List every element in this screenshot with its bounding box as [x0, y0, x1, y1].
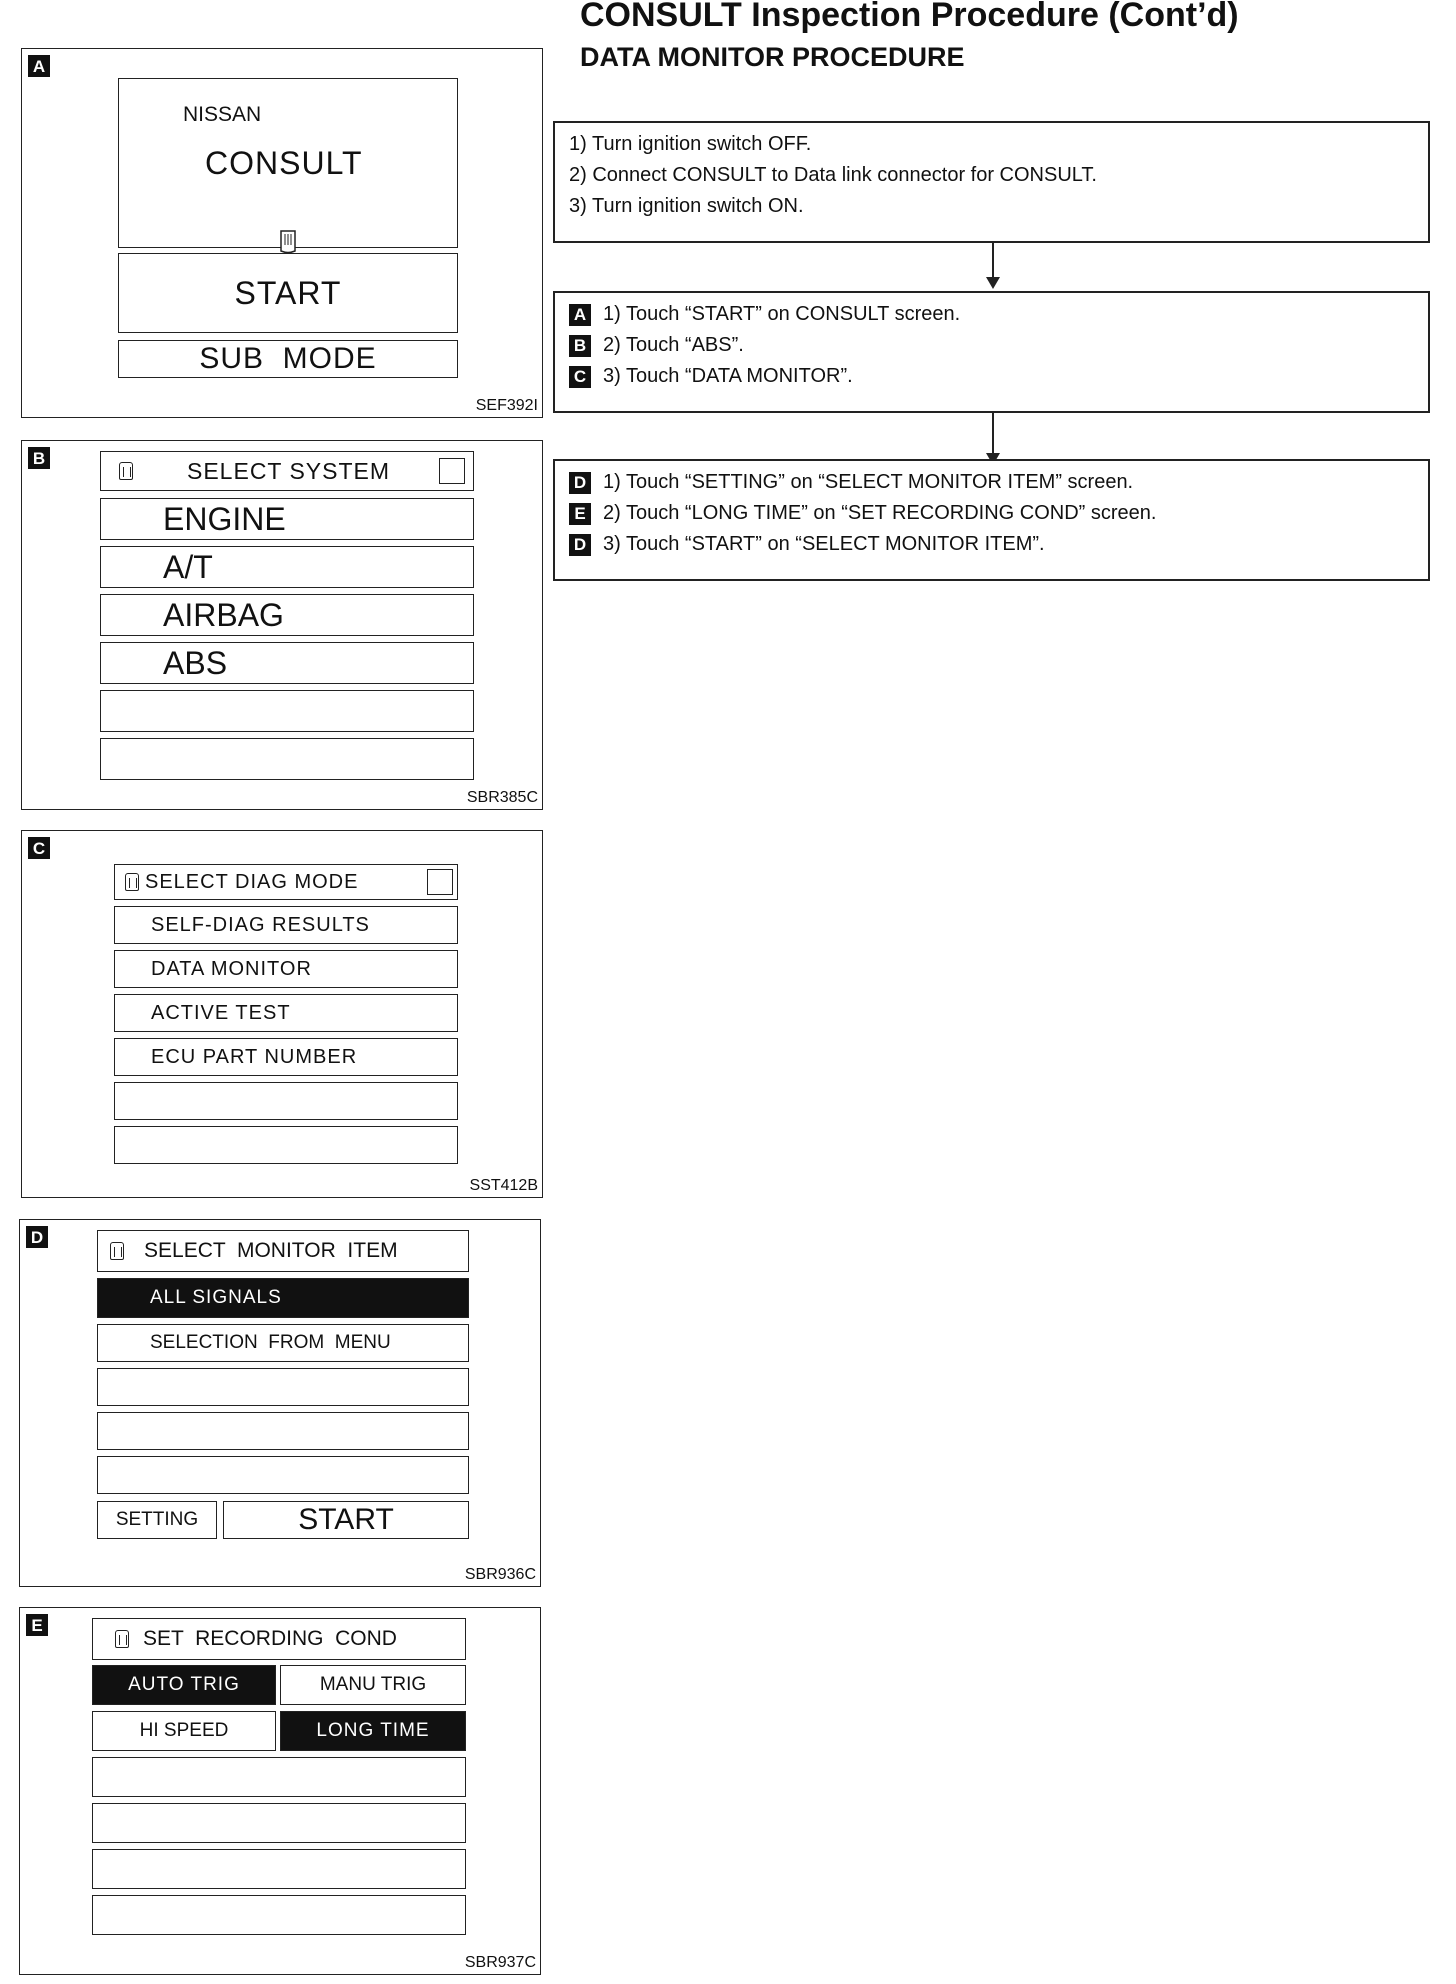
- diag-item-label: SELF-DIAG RESULTS: [151, 913, 370, 936]
- consult-splash-screen: [118, 78, 458, 248]
- panel-e-set-recording-cond: [19, 1607, 541, 1975]
- panel-e-badge: E: [26, 1614, 48, 1636]
- figure-code: SBR385C: [466, 789, 538, 806]
- select-diag-mode-title: SELECT DIAG MODE: [145, 870, 359, 893]
- step-line: 1) Turn ignition switch OFF.: [569, 133, 812, 155]
- step-line: [569, 361, 1414, 392]
- system-item-airbag[interactable]: [100, 594, 474, 636]
- page-title: CONSULT Inspection Procedure (Cont’d): [580, 0, 1239, 34]
- diag-item-data-monitor[interactable]: [114, 950, 458, 988]
- nissan-label: NISSAN: [183, 103, 262, 126]
- panel-c-select-diag-mode: [21, 830, 543, 1198]
- system-item-label: ENGINE: [163, 500, 286, 537]
- diag-item-label: ECU PART NUMBER: [151, 1045, 358, 1068]
- checkbox-icon: [439, 458, 465, 484]
- step-line: [569, 529, 1414, 560]
- step-text: 3) Touch “START” on “SELECT MONITOR ITEM”.: [603, 533, 1045, 555]
- long-time-button[interactable]: [280, 1711, 466, 1751]
- system-item-at[interactable]: [100, 546, 474, 588]
- diag-item-self-diag-results[interactable]: [114, 906, 458, 944]
- figure-code: SEF392I: [475, 397, 538, 414]
- diag-item-label: ACTIVE TEST: [151, 1001, 291, 1024]
- step-line: 2) Connect CONSULT to Data link connector for CONSULT.: [569, 164, 1097, 186]
- step-line: [569, 330, 1414, 361]
- start-button[interactable]: [118, 253, 458, 333]
- recording-item-empty[interactable]: [92, 1849, 466, 1889]
- panel-d-select-monitor-item: [19, 1219, 541, 1587]
- hand-pointer-icon: [278, 225, 298, 255]
- step-line: [569, 498, 1414, 529]
- step-line: 3) Turn ignition switch ON.: [569, 195, 804, 217]
- system-item-abs[interactable]: [100, 642, 474, 684]
- auto-trig-button[interactable]: [92, 1665, 276, 1705]
- monitor-item-empty[interactable]: [97, 1412, 469, 1450]
- panel-b-select-system: [21, 440, 543, 810]
- diag-item-active-test[interactable]: [114, 994, 458, 1032]
- diag-item-empty[interactable]: [114, 1126, 458, 1164]
- select-system-title: SELECT SYSTEM: [187, 457, 391, 484]
- start-button[interactable]: [223, 1501, 469, 1539]
- long-time-label: LONG TIME: [316, 1720, 430, 1741]
- sub-mode-label: SUB MODE: [199, 342, 377, 375]
- system-item-empty[interactable]: [100, 738, 474, 780]
- hand-icon: [115, 1630, 129, 1648]
- select-monitor-item-title: SELECT MONITOR ITEM: [144, 1239, 398, 1262]
- set-recording-cond-header: [92, 1618, 466, 1660]
- set-recording-cond-title: SET RECORDING COND: [143, 1627, 397, 1650]
- system-item-label: ABS: [163, 644, 228, 681]
- checkbox-icon: [427, 869, 453, 895]
- figure-code: SBR936C: [464, 1566, 536, 1583]
- hi-speed-label: HI SPEED: [139, 1720, 229, 1741]
- page-subtitle: DATA MONITOR PROCEDURE: [580, 42, 965, 72]
- step-line: [569, 299, 1414, 330]
- step-badge: C: [569, 366, 591, 388]
- auto-trig-label: AUTO TRIG: [128, 1674, 240, 1695]
- system-item-empty[interactable]: [100, 690, 474, 732]
- setting-label: SETTING: [115, 1509, 199, 1530]
- consult-label: CONSULT: [205, 145, 363, 181]
- panel-a-consult-start: [21, 48, 543, 418]
- step-box-select-data-monitor: [553, 291, 1430, 413]
- setting-button[interactable]: [97, 1501, 217, 1539]
- step-text: 2) Touch “ABS”.: [603, 334, 744, 356]
- diag-item-label: DATA MONITOR: [151, 957, 312, 980]
- select-diag-mode-header: [114, 864, 458, 900]
- step-line: [569, 467, 1414, 498]
- select-system-header: [100, 451, 474, 491]
- monitor-item-label: SELECTION FROM MENU: [150, 1332, 391, 1353]
- step-text: 3) Touch “DATA MONITOR”.: [603, 365, 853, 387]
- step-badge: D: [569, 472, 591, 494]
- step-badge: B: [569, 335, 591, 357]
- monitor-item-selection-from-menu[interactable]: [97, 1324, 469, 1362]
- recording-item-empty[interactable]: [92, 1757, 466, 1797]
- diag-item-ecu-part-number[interactable]: [114, 1038, 458, 1076]
- diag-item-empty[interactable]: [114, 1082, 458, 1120]
- flow-arrow-head-icon: [986, 277, 1000, 289]
- select-monitor-item-header: [97, 1230, 469, 1272]
- hi-speed-button[interactable]: [92, 1711, 276, 1751]
- panel-d-badge: D: [26, 1226, 48, 1248]
- panel-c-badge: C: [28, 837, 50, 859]
- manu-trig-label: MANU TRIG: [319, 1674, 427, 1695]
- step-badge: A: [569, 304, 591, 326]
- step-text: 2) Touch “LONG TIME” on “SET RECORDING COND” screen.: [603, 502, 1157, 524]
- hand-icon: [119, 462, 133, 480]
- monitor-item-label: ALL SIGNALS: [150, 1287, 282, 1308]
- start-label: START: [298, 1503, 394, 1536]
- recording-item-empty[interactable]: [92, 1895, 466, 1935]
- system-item-engine[interactable]: [100, 498, 474, 540]
- flow-arrow-line: [992, 243, 994, 277]
- step-badge: E: [569, 503, 591, 525]
- figure-code: SBR937C: [464, 1954, 536, 1971]
- sub-mode-button[interactable]: [118, 340, 458, 378]
- panel-a-badge: A: [28, 55, 50, 77]
- panel-b-badge: B: [28, 447, 50, 469]
- step-box-start-recording: [553, 459, 1430, 581]
- start-label: START: [234, 274, 342, 311]
- monitor-item-all-signals[interactable]: [97, 1278, 469, 1318]
- hand-icon: [110, 1242, 124, 1260]
- step-box-preparation: [553, 121, 1430, 243]
- manu-trig-button[interactable]: [280, 1665, 466, 1705]
- flow-arrow-line: [992, 413, 994, 455]
- step-badge: D: [569, 534, 591, 556]
- monitor-item-empty[interactable]: [97, 1368, 469, 1406]
- monitor-item-empty[interactable]: [97, 1456, 469, 1494]
- figure-code: SST412B: [469, 1177, 538, 1194]
- step-text: 1) Touch “START” on CONSULT screen.: [603, 303, 961, 325]
- system-item-label: A/T: [163, 548, 213, 585]
- hand-icon: [125, 873, 139, 891]
- recording-item-empty[interactable]: [92, 1803, 466, 1843]
- system-item-label: AIRBAG: [163, 596, 284, 633]
- step-text: 1) Touch “SETTING” on “SELECT MONITOR ITEM” screen.: [603, 471, 1134, 493]
